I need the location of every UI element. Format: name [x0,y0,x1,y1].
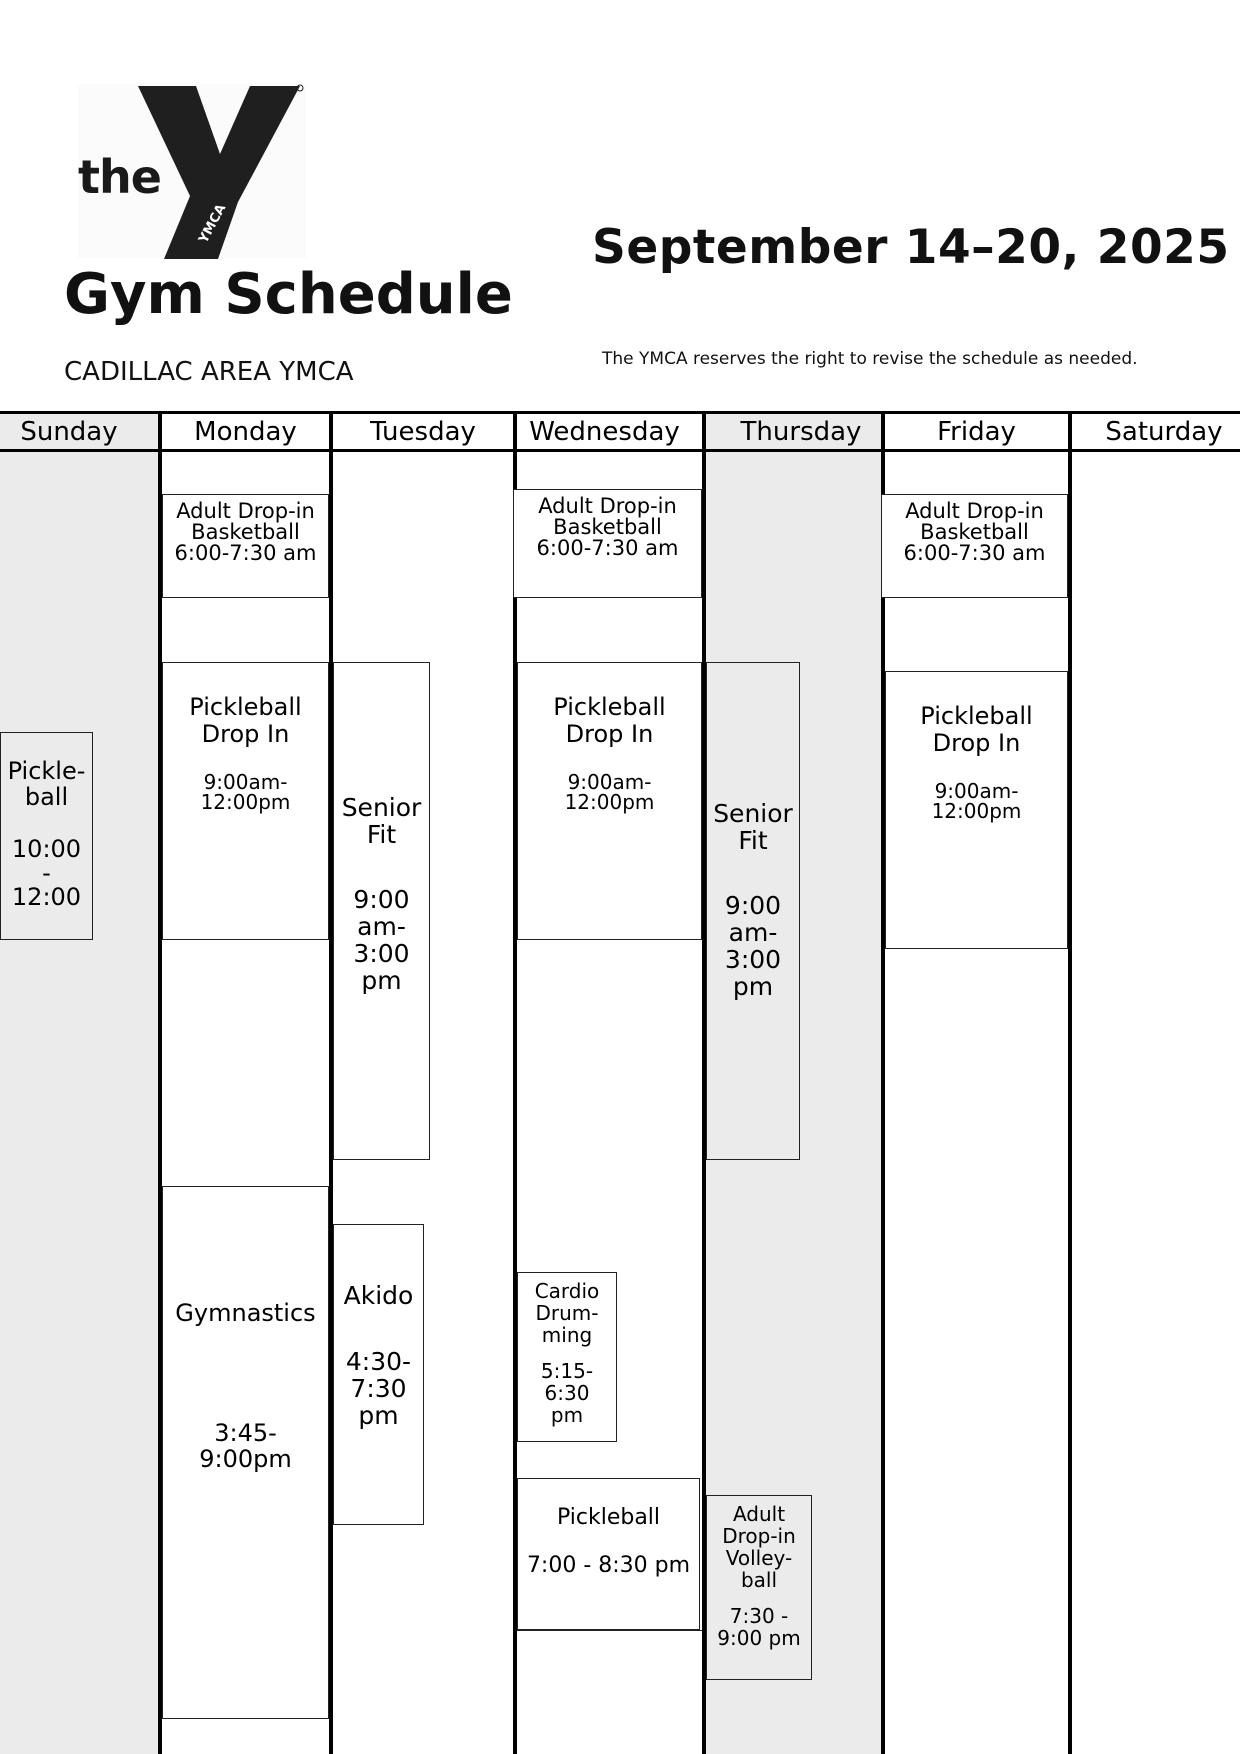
event-name: ball [24,783,69,811]
page-title: Gym Schedule [64,262,513,327]
event-name: Senior [713,799,793,828]
event-name: Drop In [932,729,1021,757]
event-name: Pickle- [7,757,86,785]
event-time: am- [357,912,406,941]
event-thursday-volleyball [706,1495,812,1680]
event-time: 10:00 [11,835,82,863]
event-name: Adult [732,1502,786,1526]
sunday-column-bg [0,413,158,1754]
event-name: Adult Drop-in [905,499,1044,523]
event-time: 6:00-7:30 am [174,541,317,565]
event-time: 5:15- [540,1359,594,1383]
header-bottom-line [0,449,1240,452]
event-name: Basketball [191,520,300,544]
event-name: Akido [343,1281,414,1310]
event-monday-basketball [162,494,329,598]
event-tuesday-akido [333,1224,424,1525]
event-time: 9:00am- [203,770,288,794]
event-time: 9:00 pm [717,1626,801,1650]
event-name: Basketball [553,515,662,539]
event-time: 4:30- [345,1347,412,1376]
event-name: Drop In [565,720,654,748]
event-wednesday-pickleball-evening [517,1478,700,1630]
event-friday-pickleball [885,671,1068,949]
event-name: Pickleball [556,1505,661,1530]
event-name: Drum- [535,1301,599,1325]
event-name: Adult Drop-in [538,494,677,518]
date-range: September 14–20, 2025 [592,220,1230,275]
day-header-friday: Friday [937,417,1016,447]
event-time: 12:00pm [931,799,1022,823]
column-divider [881,413,885,1754]
event-time: 7:30 [350,1374,407,1403]
event-time: 9:00 [353,885,410,914]
event-name: Gymnastics [175,1299,316,1327]
event-time: pm [361,966,402,995]
event-time: pm [550,1403,584,1427]
svg-text:YMCA: YMCA [196,201,230,246]
logo-text: the [78,150,161,204]
day-header-monday: Monday [194,417,297,447]
event-wednesday-pickleball [517,662,702,940]
day-header-thursday: Thursday [740,417,862,447]
event-time: 6:00-7:30 am [903,541,1046,565]
event-wednesday-cardio-drumming [517,1272,617,1442]
event-time: 3:45- [214,1419,277,1447]
event-time: 3:00 [353,939,410,968]
event-time: pm [358,1401,399,1430]
event-monday-pickleball [162,662,329,940]
event-time: 6:00-7:30 am [536,536,679,560]
event-friday-basketball [881,494,1068,598]
event-time: 6:30 [544,1381,590,1405]
day-header-wednesday: Wednesday [529,417,680,447]
event-name: ming [541,1323,593,1347]
event-tuesday-senior-fit [333,662,430,1160]
event-name: ball [740,1568,778,1592]
day-header-saturday: Saturday [1105,417,1223,447]
event-name: Adult Drop-in [176,499,315,523]
column-divider [1068,413,1072,1754]
event-time: 9:00pm [199,1445,292,1473]
event-name: Drop-in [722,1524,796,1548]
disclaimer-text: The YMCA reserves the right to revise the schedule as needed. [602,349,1138,369]
event-name: Basketball [920,520,1029,544]
event-time: 7:30 - [729,1604,789,1628]
event-time: 12:00 [11,883,82,911]
event-time: 9:00am- [567,770,652,794]
event-time: 9:00 [724,891,782,920]
event-time: am- [728,918,778,947]
event-name: Cardio [534,1279,600,1303]
event-time: 12:00pm [200,790,291,814]
day-header-tuesday: Tuesday [370,417,476,447]
event-name: Volley- [725,1546,793,1570]
header-top-line [0,411,1240,414]
event-name: Senior [341,793,422,822]
location-name: CADILLAC AREA YMCA [64,357,354,387]
event-wednesday-basketball [513,489,702,598]
event-time: pm [732,972,774,1001]
wednesday-rule [517,1630,702,1631]
event-monday-gymnastics [162,1186,329,1719]
event-name: Pickleball [553,693,666,721]
event-thursday-senior-fit [706,662,800,1160]
event-name: Fit [738,826,768,855]
event-time: 9:00am- [934,779,1019,803]
event-name: Fit [366,820,397,849]
event-name: Drop In [201,720,290,748]
event-sunday-pickleball [0,732,93,940]
event-time: 7:00 - 8:30 pm [526,1553,691,1578]
event-time: 3:00 [724,945,782,974]
event-name: Pickleball [189,693,302,721]
event-time: - [42,859,51,887]
day-header-sunday: Sunday [20,417,118,447]
event-time: 12:00pm [564,790,655,814]
event-name: Pickleball [920,702,1033,730]
